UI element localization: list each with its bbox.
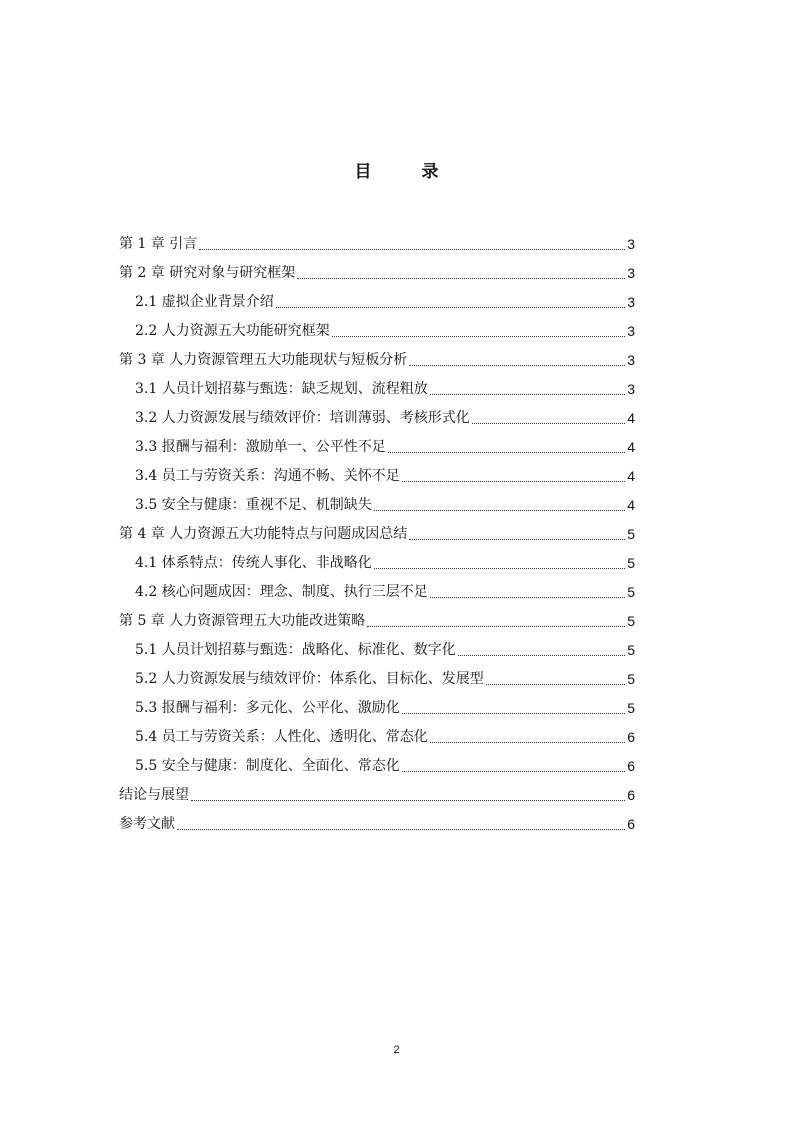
toc-title: 目 录 xyxy=(354,162,461,182)
toc-entry-title: 5.1 人员计划招募与甄选：战略化、标准化、数字化 xyxy=(135,642,456,658)
toc-entry-page-number: 4 xyxy=(627,439,635,455)
toc-entry-page-number: 5 xyxy=(627,584,635,600)
toc-entry-title: 第 4 章 人力资源五大功能特点与问题成因总结 xyxy=(119,526,408,542)
toc-entry-page-number: 4 xyxy=(627,497,635,513)
toc-section-entry[interactable] xyxy=(119,661,635,690)
toc-chapter-entry[interactable] xyxy=(119,255,635,284)
toc-entry-title: 4.1 体系特点：传统人事化、非战略化 xyxy=(135,555,372,571)
toc-section-entry[interactable] xyxy=(119,719,635,748)
toc-dot-leader xyxy=(276,307,625,308)
toc-entry-page-number: 3 xyxy=(627,294,635,310)
toc-entry-page-number: 5 xyxy=(627,700,635,716)
toc-entry-title: 参考文献 xyxy=(119,816,175,832)
toc-dot-leader xyxy=(472,423,625,424)
toc-dot-leader xyxy=(430,742,625,743)
toc-dot-leader xyxy=(458,655,625,656)
toc-dot-leader xyxy=(367,626,625,627)
toc-entry-page-number: 6 xyxy=(627,787,635,803)
toc-dot-leader xyxy=(374,510,625,511)
toc-entry-title: 3.3 报酬与福利：激励单一、公平性不足 xyxy=(135,439,386,455)
toc-entry-page-number: 6 xyxy=(627,758,635,774)
toc-section-entry[interactable] xyxy=(119,545,635,574)
toc-section-entry[interactable] xyxy=(119,371,635,400)
toc-dot-leader xyxy=(388,452,625,453)
toc-chapter-entry[interactable] xyxy=(119,516,635,545)
table-of-contents xyxy=(119,226,635,835)
toc-chapter-entry[interactable] xyxy=(119,342,635,371)
toc-entry-title: 3.1 人员计划招募与甄选：缺乏规划、流程粗放 xyxy=(135,381,428,397)
toc-entry-title: 2.2 人力资源五大功能研究框架 xyxy=(135,323,330,339)
toc-entry-title: 5.2 人力资源发展与绩效评价：体系化、目标化、发展型 xyxy=(135,671,484,687)
toc-dot-leader xyxy=(332,336,625,337)
toc-section-entry[interactable] xyxy=(119,632,635,661)
toc-entry-title: 3.4 员工与劳资关系：沟通不畅、关怀不足 xyxy=(135,468,400,484)
toc-entry-title: 结论与展望 xyxy=(119,787,189,803)
toc-dot-leader xyxy=(409,539,625,540)
toc-entry-page-number: 5 xyxy=(627,613,635,629)
toc-entry-title: 第 5 章 人力资源管理五大功能改进策略 xyxy=(119,613,366,629)
toc-entry-title: 5.3 报酬与福利：多元化、公平化、激励化 xyxy=(135,700,400,716)
toc-section-entry[interactable] xyxy=(119,458,635,487)
toc-dot-leader xyxy=(486,684,625,685)
toc-dot-leader xyxy=(374,568,625,569)
toc-entry-title: 4.2 核心问题成因：理念、制度、执行三层不足 xyxy=(135,584,428,600)
toc-entry-title: 第 1 章 引言 xyxy=(119,236,198,252)
toc-entry-page-number: 3 xyxy=(627,381,635,397)
toc-entry-page-number: 5 xyxy=(627,642,635,658)
toc-dot-leader xyxy=(177,829,625,830)
toc-dot-leader xyxy=(191,800,625,801)
toc-entry-title: 2.1 虚拟企业背景介绍 xyxy=(135,294,274,310)
toc-chapter-entry[interactable] xyxy=(119,226,635,255)
toc-section-entry[interactable] xyxy=(119,284,635,313)
toc-section-entry[interactable] xyxy=(119,429,635,458)
toc-entry-title: 3.5 安全与健康：重视不足、机制缺失 xyxy=(135,497,372,513)
toc-entry-page-number: 3 xyxy=(627,323,635,339)
toc-entry-page-number: 4 xyxy=(627,410,635,426)
toc-entry-page-number: 6 xyxy=(627,729,635,745)
toc-dot-leader xyxy=(430,394,625,395)
toc-entry-page-number: 5 xyxy=(627,671,635,687)
toc-chapter-entry[interactable] xyxy=(119,806,635,835)
toc-entry-title: 5.4 员工与劳资关系：人性化、透明化、常态化 xyxy=(135,729,428,745)
toc-dot-leader xyxy=(199,249,625,250)
toc-section-entry[interactable] xyxy=(119,400,635,429)
toc-dot-leader xyxy=(402,481,625,482)
toc-dot-leader xyxy=(402,713,625,714)
toc-section-entry[interactable] xyxy=(119,690,635,719)
toc-dot-leader xyxy=(430,597,625,598)
toc-entry-title: 3.2 人力资源发展与绩效评价：培训薄弱、考核形式化 xyxy=(135,410,470,426)
toc-entry-page-number: 3 xyxy=(627,352,635,368)
toc-section-entry[interactable] xyxy=(119,574,635,603)
toc-entry-page-number: 5 xyxy=(627,526,635,542)
toc-section-entry[interactable] xyxy=(119,748,635,777)
toc-entry-title: 第 2 章 研究对象与研究框架 xyxy=(119,265,296,281)
toc-entry-title: 5.5 安全与健康：制度化、全面化、常态化 xyxy=(135,758,400,774)
toc-dot-leader xyxy=(402,771,625,772)
toc-entry-title: 第 3 章 人力资源管理五大功能现状与短板分析 xyxy=(119,352,408,368)
page-number: 2 xyxy=(393,1044,400,1056)
toc-dot-leader xyxy=(409,365,625,366)
toc-chapter-entry[interactable] xyxy=(119,777,635,806)
toc-entry-page-number: 5 xyxy=(627,555,635,571)
toc-chapter-entry[interactable] xyxy=(119,603,635,632)
toc-entry-page-number: 3 xyxy=(627,236,635,252)
toc-entry-page-number: 3 xyxy=(627,265,635,281)
toc-section-entry[interactable] xyxy=(119,487,635,516)
toc-section-entry[interactable] xyxy=(119,313,635,342)
toc-entry-page-number: 4 xyxy=(627,468,635,484)
toc-entry-page-number: 6 xyxy=(627,816,635,832)
toc-dot-leader xyxy=(297,278,625,279)
